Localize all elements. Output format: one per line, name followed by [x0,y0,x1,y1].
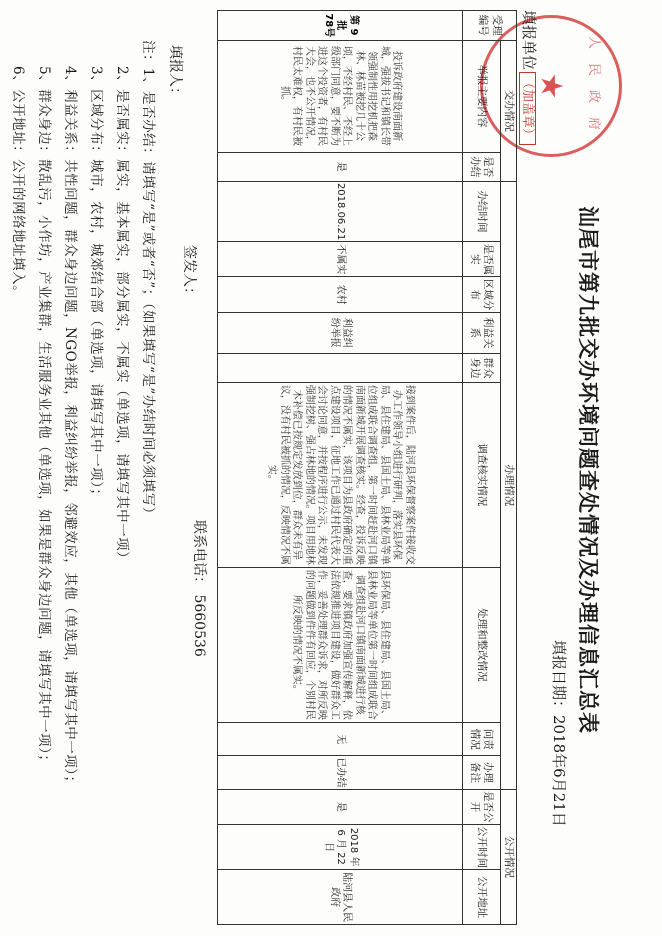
note-2: 2、是否属实：属实，基本属实，部分属实，不属实（单选项，请填写其中一项） [114,66,130,566]
col-header-accountability: 问责情况 [462,723,500,756]
col-header-done: 是否办结 [462,152,500,181]
table-header-row-1 [500,11,516,925]
note-6: 6、公开地址：公开的网络地址填入。 [10,66,26,300]
col-header-public-addr: 公开地址 [462,870,500,925]
cell-verify: 接到案件后，陆河县环保督察案件接收交办工作领导小组进行研判，落实县环保局、县住建局、县国土局、县林业局等单位组成联合调查组，第一时间赶赴河口镇南面新城开展调查核实。经查，投诉反映的情况不属实，该项目为县政府确定的重点建设项目，征地工作已通过村民代表大会讨论同意，并按程序进行公示，未发现强制挖树、强占林地的情况。项目用地林木补偿已按规定发放到位，群众未有异议，没有村民被抓的情况，反映情况不属实。 [217,383,462,567]
cell-remark: 已办结 [217,756,462,789]
col-header-interest: 利益关系 [462,312,500,353]
summary-table [217,10,517,925]
cell-is-public: 是 [217,789,462,824]
seal-star-icon: ★ [533,72,569,100]
col-header-area: 区域分布 [462,277,500,312]
group-header-banli: 办理情况 [500,181,516,789]
cell-interest: 利益纠纷举报 [217,312,462,353]
col-header-id: 受理编号 [462,11,516,41]
unit-stamp-note: （加盖章） [519,72,536,145]
seal-text: 人民政府 [586,36,601,145]
col-header-verify: 调查核实情况 [462,383,500,567]
note-5: 5、群众身边：散乱污，小作坊，产业集群，生活服务业其他（单选项，如果是群众身边问题，请填写其中一项）； [36,66,52,769]
cell-public-addr: 陆河县人民政府 [217,870,462,925]
col-header-done-time: 办结时间 [462,181,500,241]
cell-public-time: 2018 年 6 月 22 日 [217,824,462,869]
cell-done-time: 2018.06.21 [217,181,462,241]
document-title: 汕尾市第九批交办环境问题查处情况及办理信息汇总表 [576,206,601,734]
cell-id: 第 9 批 78号 [217,11,462,41]
unit-label: 填报单位 [520,10,538,71]
note-4: 4、利益关系：共性问题，群众身边问题，NGO举报，利益纠纷举报，邻避效应，其他（单选项，请填写其中一项）； [62,66,78,790]
report-date: 填报日期：2018年6月21日 [550,640,568,827]
col-header-public-time: 公开时间 [462,824,500,869]
report-unit [519,10,540,145]
note-3: 3、区域分布：城市，农村，城郊结合部（单选项，请填写其中一项）； [88,66,104,503]
table-header-row-2 [462,11,500,925]
col-header-handle: 处理和整改情况 [462,567,500,722]
col-header-nearby: 群众身边 [462,353,500,382]
col-header-remark: 办理备注 [462,756,500,789]
cell-true: 不属实 [217,242,462,277]
group-header-jiaoban: 交办情况 [500,40,516,181]
col-header-true: 是否属实 [462,242,500,277]
col-header-is-public: 是否公开 [462,789,500,824]
cell-area: 农村 [217,277,462,312]
filler-label: 填报人： [167,45,183,101]
note-1: 注：1、是否办结：请填写“是”或者“否”；（如果填写“是”办结时间必须填写） [140,40,156,521]
cell-done: 是 [217,152,462,181]
col-header-content: 举报主要内容 [462,40,500,152]
group-header-public: 公开情况 [500,789,516,924]
cell-handle: 县环保局、县住建局、县国土局、县林业局等单位第一时间组成联合调查组赴河口镇南面新城进行核查，要求镇政府加强宣传解释，依法依规推进项目建设，做好群众工作，妥善处理群众诉求，对所反映的问题做到件件有回应，个别村民所反映的情况不属实。 [217,567,462,722]
cell-content: 投诉政府建设南面新城，强拔书记和镇长带领强制性用挖机把森林、林苗被挖几十公顷，不经村民、不经上级部门同意，要不断为进这个投资者，有村民大会，也不公开情况，村民太难权，有村民被抓。 [217,40,462,152]
cell-nearby [217,353,462,382]
signer-label: 签发人： [181,245,197,301]
table-row [217,11,462,925]
contact-phone: 联系电话： 5660536 [191,520,207,657]
cell-accountability: 无 [217,723,462,756]
